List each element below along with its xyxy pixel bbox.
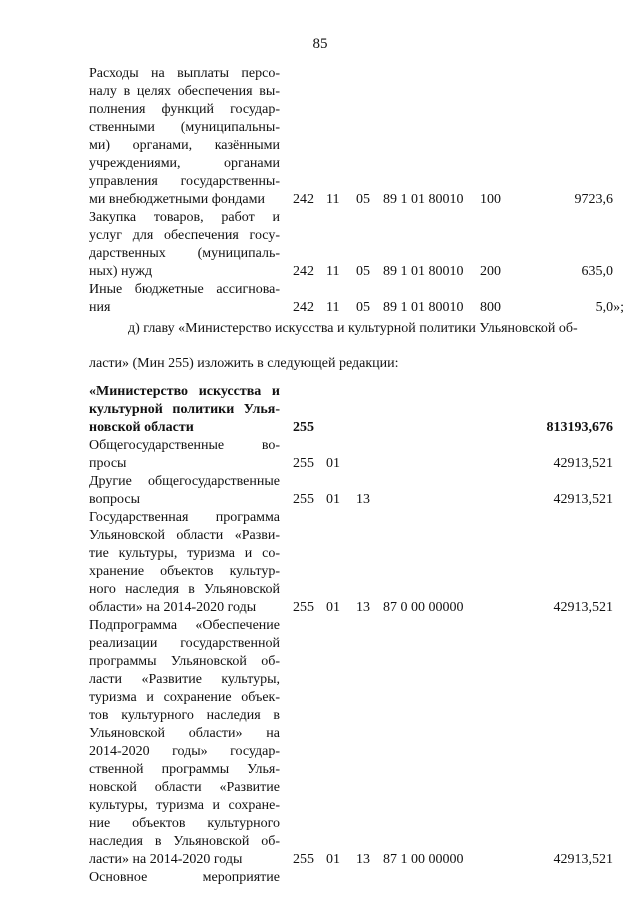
description-line: новской области «Развитие — [89, 780, 280, 795]
target-code: 89 1 01 80010 — [383, 300, 464, 315]
description-line: Ульяновской области «Разви- — [89, 528, 280, 543]
subsection-code: 05 — [356, 264, 370, 279]
ministry-code: 255 — [293, 492, 314, 507]
subsection-code: 13 — [356, 852, 370, 867]
ministry-code: 255 — [293, 456, 314, 471]
description-line: хранение объектов культур- — [89, 564, 280, 579]
description-line: ственной программы Улья- — [89, 762, 280, 777]
instruction-line: д) главу «Министерство искусства и культурной политики Ульяновской об- — [128, 321, 578, 336]
ministry-code: 242 — [293, 300, 314, 315]
row-description — [89, 209, 280, 281]
ministry-code: 255 — [293, 852, 314, 867]
amount: 5,0»; — [595, 300, 624, 315]
description-line: ласти» на 2014-2020 годы — [89, 852, 243, 867]
description-line: управления государственны- — [89, 174, 280, 189]
description-line: вопросы — [89, 492, 140, 507]
description-line: ния — [89, 300, 111, 315]
section-code: 11 — [326, 300, 340, 315]
description-line: тов культурного наследия в — [89, 708, 280, 723]
description-line: Общегосударственные во- — [89, 438, 280, 453]
description-line: ми внебюджетными фондами — [89, 192, 265, 207]
row-description — [89, 65, 280, 209]
description-line: Основное мероприятие — [89, 870, 280, 885]
ministry-code: 255 — [293, 600, 314, 615]
section-code: 11 — [326, 192, 340, 207]
description-line: наследия в Ульяновской об- — [89, 834, 280, 849]
description-line: Подпрограмма «Обеспечение — [89, 618, 280, 633]
subsection-code: 05 — [356, 300, 370, 315]
description-line: Ульяновской области» на — [89, 726, 280, 741]
target-code: 87 1 00 00000 — [383, 852, 464, 867]
instruction-line: ласти» (Мин 255) изложить в следующей редакции: — [89, 356, 399, 371]
amount: 42913,521 — [553, 456, 613, 471]
description-line: просы — [89, 456, 127, 471]
row-description — [89, 473, 280, 509]
row-description — [89, 509, 280, 617]
expense-type-code: 800 — [480, 300, 501, 315]
amount: 9723,6 — [574, 192, 613, 207]
description-line: учреждениями, органами — [89, 156, 280, 171]
description-line: ного наследия в Ульяновской — [89, 582, 280, 597]
row-description — [89, 383, 280, 437]
target-code: 87 0 00 00000 — [383, 600, 464, 615]
description-line: ние объектов культурного — [89, 816, 280, 831]
amount: 635,0 — [581, 264, 613, 279]
description-line: туризма и сохранение объек- — [89, 690, 280, 705]
amount: 813193,676 — [546, 420, 613, 435]
description-line: новской области — [89, 420, 194, 435]
amount: 42913,521 — [553, 492, 613, 507]
row-description — [89, 869, 280, 887]
description-line: тие культуры, туризма и со- — [89, 546, 280, 561]
description-line: ми) органами, казёнными — [89, 138, 280, 153]
row-description — [89, 281, 280, 317]
description-line: программы Ульяновской об- — [89, 654, 280, 669]
description-line: Государственная программа — [89, 510, 280, 525]
description-line: ласти «Развитие культуры, — [89, 672, 280, 687]
page-number: 85 — [312, 36, 328, 52]
description-line: культуры, туризма и сохране- — [89, 798, 280, 813]
ministry-code: 242 — [293, 192, 314, 207]
description-line: области» на 2014-2020 годы — [89, 600, 257, 615]
description-line: культурной политики Улья- — [89, 402, 280, 417]
description-line: Другие общегосударственные — [89, 474, 280, 489]
section-code: 01 — [326, 456, 340, 471]
description-line: «Министерство искусства и — [89, 384, 280, 399]
ministry-code: 255 — [293, 420, 314, 435]
section-code: 11 — [326, 264, 340, 279]
expense-type-code: 200 — [480, 264, 501, 279]
subsection-code: 13 — [356, 492, 370, 507]
target-code: 89 1 01 80010 — [383, 192, 464, 207]
ministry-code: 242 — [293, 264, 314, 279]
description-line: ных) нужд — [89, 264, 153, 279]
description-line: Расходы на выплаты персо- — [89, 66, 280, 81]
section-code: 01 — [326, 600, 340, 615]
expense-type-code: 100 — [480, 192, 501, 207]
description-line: 2014-2020 годы» государ- — [89, 744, 280, 759]
description-line: услуг для обеспечения госу- — [89, 228, 280, 243]
description-line: налу в целях обеспечения вы- — [89, 84, 280, 99]
description-line: реализации государственной — [89, 636, 280, 651]
description-line: ственными (муниципальны- — [89, 120, 280, 135]
subsection-code: 13 — [356, 600, 370, 615]
subsection-code: 05 — [356, 192, 370, 207]
description-line: Закупка товаров, работ и — [89, 210, 280, 225]
section-code: 01 — [326, 492, 340, 507]
section-code: 01 — [326, 852, 340, 867]
amount: 42913,521 — [553, 852, 613, 867]
description-line: Иные бюджетные ассигнова- — [89, 282, 280, 297]
description-line: дарственных (муниципаль- — [89, 246, 280, 261]
target-code: 89 1 01 80010 — [383, 264, 464, 279]
row-description — [89, 617, 280, 869]
description-line: полнения функций государ- — [89, 102, 280, 117]
amount: 42913,521 — [553, 600, 613, 615]
row-description — [89, 437, 280, 473]
